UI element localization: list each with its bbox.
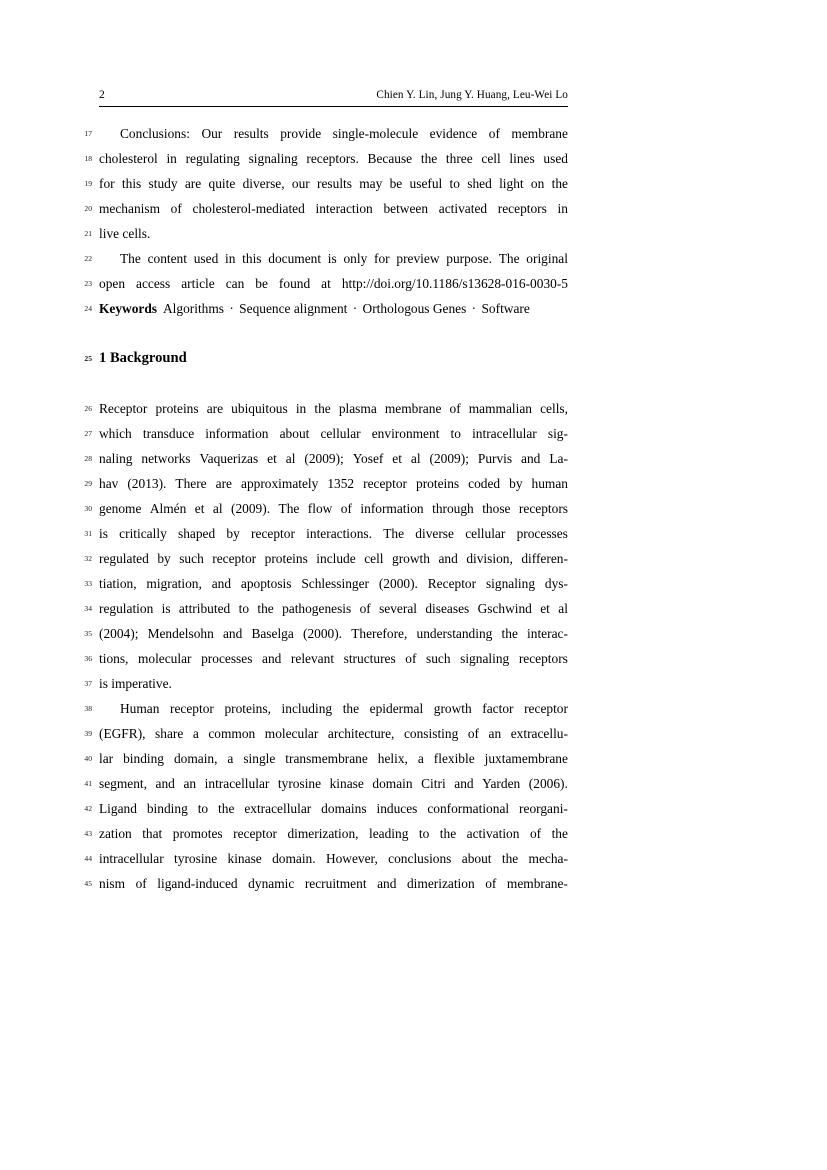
line-text: nism of ligand-induced dynamic recruitment and dimerization of membrane- (99, 876, 568, 891)
section-heading-text: 1 Background (99, 350, 187, 366)
text-line (84, 421, 568, 446)
line-text: tions, molecular processes and relevant structures of such signaling receptors (99, 651, 568, 666)
text-line (84, 746, 568, 771)
line-text: hav (2013). There are approximately 1352 receptor proteins coded by human (99, 476, 568, 491)
text-line (84, 571, 568, 596)
line-number: 38 (84, 704, 92, 713)
text-line (84, 271, 568, 296)
text-line (84, 221, 568, 246)
line-number: 26 (84, 404, 92, 413)
line-number: 35 (84, 629, 92, 638)
keywords-line (84, 296, 568, 321)
text-line (84, 146, 568, 171)
section-heading (84, 346, 568, 371)
line-text: open access article can be found at http://doi.org/10.1186/s13628-016-0030-5 (99, 276, 568, 291)
line-number: 18 (84, 154, 92, 163)
text-line (84, 471, 568, 496)
text-line (84, 621, 568, 646)
line-number: 31 (84, 529, 92, 538)
keywords-text (99, 296, 568, 321)
line-text: is critically shaped by receptor interactions. The diverse cellular processes (99, 526, 568, 541)
line-text: intracellular tyrosine kinase domain. However, conclusions about the mecha- (99, 851, 568, 866)
text-line (84, 721, 568, 746)
text-line (84, 496, 568, 521)
line-number: 25 (84, 354, 92, 363)
body-text-column (84, 121, 568, 896)
line-number: 20 (84, 204, 92, 213)
line-number: 22 (84, 254, 92, 263)
line-text: naling networks Vaquerizas et al (2009); Yosef et al (2009); Purvis and La- (99, 451, 568, 466)
line-number: 29 (84, 479, 92, 488)
line-number: 43 (84, 829, 92, 838)
text-line (84, 396, 568, 421)
header-rule (99, 106, 568, 107)
line-text: Conclusions: Our results provide single-molecule evidence of membrane (120, 126, 568, 141)
vertical-gap (99, 321, 568, 346)
text-line (84, 821, 568, 846)
text-line (84, 171, 568, 196)
keywords-block (84, 296, 568, 321)
text-line (84, 671, 568, 696)
line-text: Human receptor proteins, including the epidermal growth factor receptor (120, 701, 568, 716)
keyword-item: Software (481, 301, 530, 316)
keyword-separator: · (349, 301, 361, 316)
line-number: 33 (84, 579, 92, 588)
text-line (84, 121, 568, 146)
line-text: Receptor proteins are ubiquitous in the plasma membrane of mammalian cells, (99, 401, 568, 416)
text-line (84, 246, 568, 271)
line-number: 39 (84, 729, 92, 738)
keyword-item: Orthologous Genes (362, 301, 467, 316)
text-line (84, 796, 568, 821)
line-number: 34 (84, 604, 92, 613)
line-number: 24 (84, 304, 92, 313)
section-heading-block (84, 346, 568, 371)
line-text: zation that promotes receptor dimerization, leading to the activation of the (99, 826, 568, 841)
line-text: segment, and an intracellular tyrosine kinase domain Citri and Yarden (2006). (99, 776, 568, 791)
line-text: for this study are quite diverse, our results may be useful to shed light on the (99, 176, 568, 191)
background-body-block (84, 396, 568, 896)
line-number: 30 (84, 504, 92, 513)
line-number: 42 (84, 804, 92, 813)
line-number: 21 (84, 229, 92, 238)
keywords-label: Keywords (99, 301, 158, 316)
text-line (84, 546, 568, 571)
keyword-separator: · (226, 301, 238, 316)
text-line (84, 771, 568, 796)
line-text: Ligand binding to the extracellular domains induces conformational reorgani- (99, 801, 568, 816)
line-number: 40 (84, 754, 92, 763)
line-text: regulation is attributed to the pathogenesis of several diseases Gschwind et al (99, 601, 568, 616)
line-number: 19 (84, 179, 92, 188)
header-authors: Chien Y. Lin, Jung Y. Huang, Leu-Wei Lo (376, 89, 568, 101)
line-text: tiation, migration, and apoptosis Schlessinger (2000). Receptor signaling dys- (99, 576, 568, 591)
text-line (84, 521, 568, 546)
line-text: (2004); Mendelsohn and Baselga (2000). Therefore, understanding the interac- (99, 626, 568, 641)
line-text: is imperative. (99, 676, 172, 691)
line-text: regulated by such receptor proteins include cell growth and division, differen- (99, 551, 568, 566)
line-number: 36 (84, 654, 92, 663)
line-text: genome Almén et al (2009). The flow of information through those receptors (99, 501, 568, 516)
line-number: 37 (84, 679, 92, 688)
line-number: 27 (84, 429, 92, 438)
line-number: 41 (84, 779, 92, 788)
line-number: 44 (84, 854, 92, 863)
line-text: mechanism of cholesterol-mediated interaction between activated receptors in (99, 201, 568, 216)
text-line (84, 446, 568, 471)
line-number: 32 (84, 554, 92, 563)
abstract-conclusions-block (84, 121, 568, 296)
line-number: 23 (84, 279, 92, 288)
keyword-separator: · (468, 301, 480, 316)
text-line (84, 846, 568, 871)
line-text: The content used in this document is only for preview purpose. The original (120, 251, 568, 266)
line-text: which transduce information about cellular environment to intracellular sig- (99, 426, 568, 441)
text-line (84, 196, 568, 221)
keyword-item: Algorithms (163, 301, 225, 316)
text-line (84, 696, 568, 721)
running-header (99, 88, 568, 101)
line-text: cholesterol in regulating signaling receptors. Because the three cell lines used (99, 151, 568, 166)
keyword-item: Sequence alignment (239, 301, 348, 316)
line-text: lar binding domain, a single transmembrane helix, a flexible juxtamembrane (99, 751, 568, 766)
page-number: 2 (99, 88, 105, 101)
text-line (84, 596, 568, 621)
line-text: (EGFR), share a common molecular architecture, consisting of an extracellu- (99, 726, 568, 741)
line-text: live cells. (99, 226, 151, 241)
line-number: 17 (84, 129, 92, 138)
line-number: 45 (84, 879, 92, 888)
text-line (84, 646, 568, 671)
text-line (84, 871, 568, 896)
vertical-gap (99, 371, 568, 396)
line-number: 28 (84, 454, 92, 463)
